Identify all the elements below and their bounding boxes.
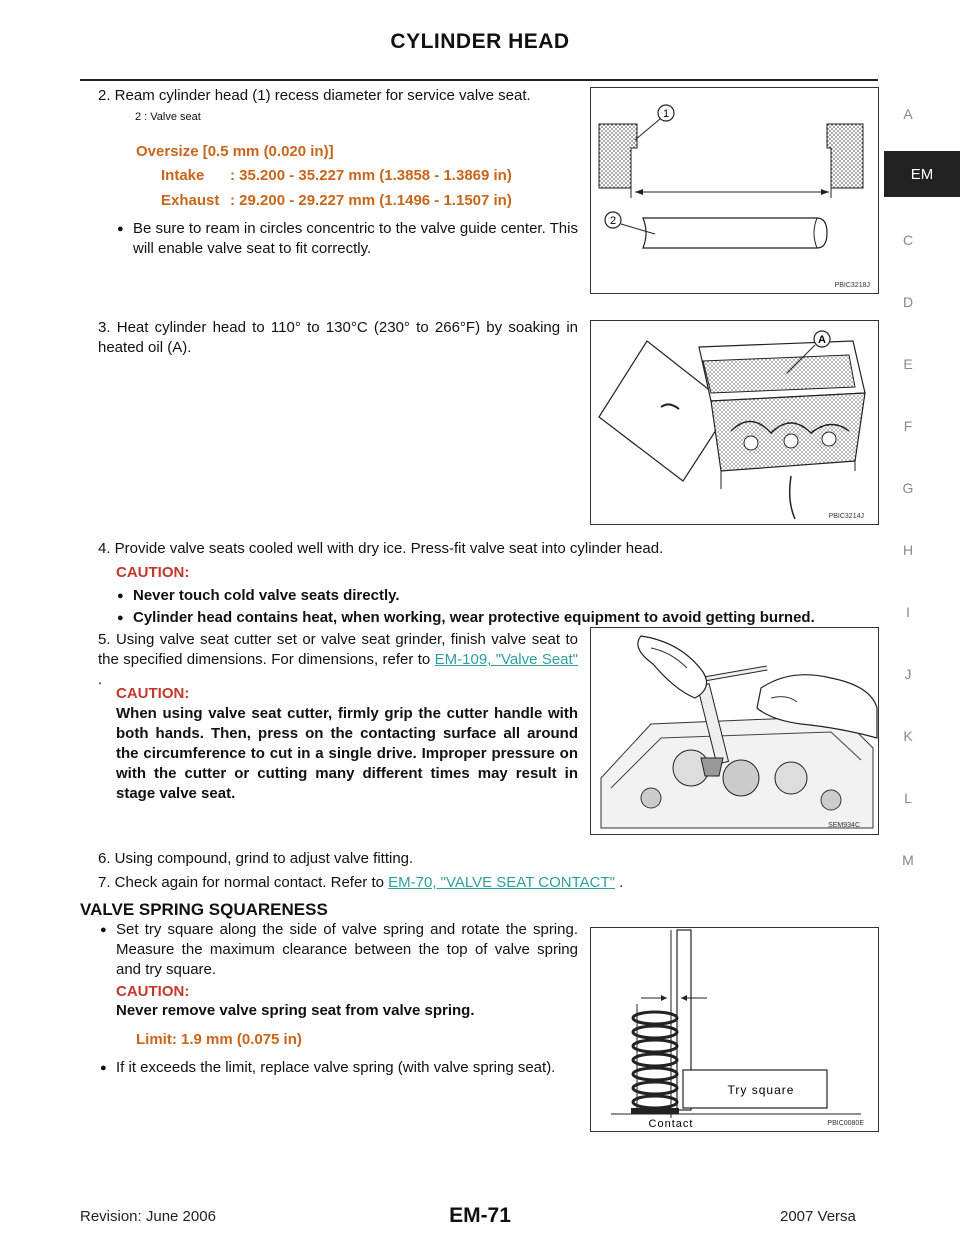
figure-code: SEM934C: [828, 822, 860, 829]
step-2-legend: 2 : Valve seat: [135, 111, 201, 123]
spring-caution-text: Never remove valve spring seat from valve spring.: [116, 1002, 475, 1019]
header-rule: [80, 79, 878, 81]
sidebar-letter-k[interactable]: K: [903, 728, 913, 744]
figure-valve-seat-recess: [590, 87, 879, 294]
step-5-body: 5. Using valve seat cutter set or valve seat grinder, finish valve seat to the specified dimensions. For dimensions, refer to: [98, 631, 578, 668]
step-5-text: [98, 630, 578, 690]
valve-seat-recess-illustration: [591, 88, 878, 293]
sidebar-letter-m[interactable]: M: [902, 852, 914, 868]
step-5-reference-link[interactable]: EM-109, "Valve Seat": [434, 651, 579, 668]
step-7-body: 7. Check again for normal contact. Refer to: [98, 874, 389, 891]
sidebar-letter-h[interactable]: H: [902, 542, 914, 558]
sidebar-letter-l[interactable]: L: [904, 790, 912, 806]
label-contact: Contact: [648, 1118, 694, 1130]
spring-caution-label: CAUTION:: [116, 983, 190, 1000]
step-7-reference-link[interactable]: EM-70, "VALVE SEAT CONTACT": [388, 874, 615, 891]
footer-model: 2007 Versa: [780, 1208, 856, 1225]
step-4-caution-bullet-1: ● Never touch cold valve seats directly.: [133, 586, 878, 606]
step-5-suffix: .: [98, 671, 103, 688]
step-6-text: 6. Using compound, grind to adjust valve fitting.: [98, 850, 414, 867]
intake-value: : 35.200 - 35.227 mm (1.3858 - 1.3869 in): [230, 167, 512, 184]
oil-bath-illustration: [591, 321, 878, 524]
spring-limit: Limit: 1.9 mm (0.075 in): [136, 1031, 302, 1048]
step-7-text: [98, 873, 878, 893]
footer-revision: Revision: June 2006: [80, 1208, 216, 1225]
spring-bullet-1: ● Set try square along the side of valve spring and rotate the spring. Measure the maximum clearance between the top of valve spring and try square.: [116, 920, 578, 980]
step-2-bullet: ● Be sure to ream in circles concentric to the valve guide center. This will enable valve seat to fit correctly.: [133, 219, 578, 259]
try-square-illustration: [591, 928, 878, 1131]
callout-a: A: [818, 334, 826, 346]
step-4-caution-label: CAUTION:: [116, 564, 190, 581]
section-heading-valve-spring-squareness: VALVE SPRING SQUARENESS: [80, 900, 328, 919]
exhaust-label: Exhaust: [161, 192, 220, 209]
step-7-suffix: .: [614, 874, 624, 891]
label-try-square: Try square: [727, 1083, 795, 1097]
figure-valve-seat-cutter: [590, 627, 879, 835]
sidebar-letter-j[interactable]: J: [904, 666, 912, 682]
oversize-heading: Oversize [0.5 mm (0.020 in)]: [136, 143, 334, 160]
step-3-text: 3. Heat cylinder head to 110° to 130°C (230° to 266°F) by soaking in heated oil (A).: [98, 319, 578, 356]
figure-code: PBIC3218J: [834, 282, 870, 289]
valve-seat-cutter-illustration: [591, 628, 878, 834]
figure-try-square: [590, 927, 879, 1132]
step-5-caution-text: When using valve seat cutter, firmly grip the cutter handle with both hands. Then, press on the contacting surface all around the circumference to cut in a single drive. Improper pressure on with the cutter or cutting many different times may result in stage valve seat.: [116, 705, 578, 802]
sidebar-letter-c[interactable]: C: [902, 232, 914, 248]
callout-1: 1: [662, 108, 670, 120]
sidebar-letter-e[interactable]: E: [903, 356, 913, 372]
step-4-caution-bullet-2: ● Cylinder head contains heat, when working, wear protective equipment to avoid getting burned.: [133, 608, 878, 628]
intake-label: Intake: [161, 167, 205, 184]
step-4-text: 4. Provide valve seats cooled well with dry ice. Press-fit valve seat into cylinder head.: [98, 540, 664, 557]
sidebar-letter-d[interactable]: D: [902, 294, 914, 310]
sidebar-tab-active[interactable]: EM: [884, 151, 960, 197]
sidebar-letter-g[interactable]: G: [902, 480, 914, 496]
step-5-caution-label: CAUTION:: [116, 685, 190, 702]
step-2-text: 2. Ream cylinder head (1) recess diameter for service valve seat.: [98, 87, 531, 104]
page-number: EM-71: [449, 1204, 511, 1227]
figure-oil-bath: [590, 320, 879, 525]
page-title: CYLINDER HEAD: [390, 30, 570, 53]
sidebar-letter-f[interactable]: F: [903, 418, 913, 434]
figure-code: PBIC0080E: [827, 1120, 864, 1127]
callout-2: 2: [609, 215, 617, 227]
figure-code: PBIC3214J: [828, 513, 864, 520]
spring-bullet-2: ● If it exceeds the limit, replace valve spring (with valve spring seat).: [116, 1058, 578, 1078]
exhaust-value: : 29.200 - 29.227 mm (1.1496 - 1.1507 in): [230, 192, 512, 209]
sidebar-letter-a[interactable]: A: [903, 106, 913, 122]
sidebar-letter-i[interactable]: I: [906, 604, 910, 620]
